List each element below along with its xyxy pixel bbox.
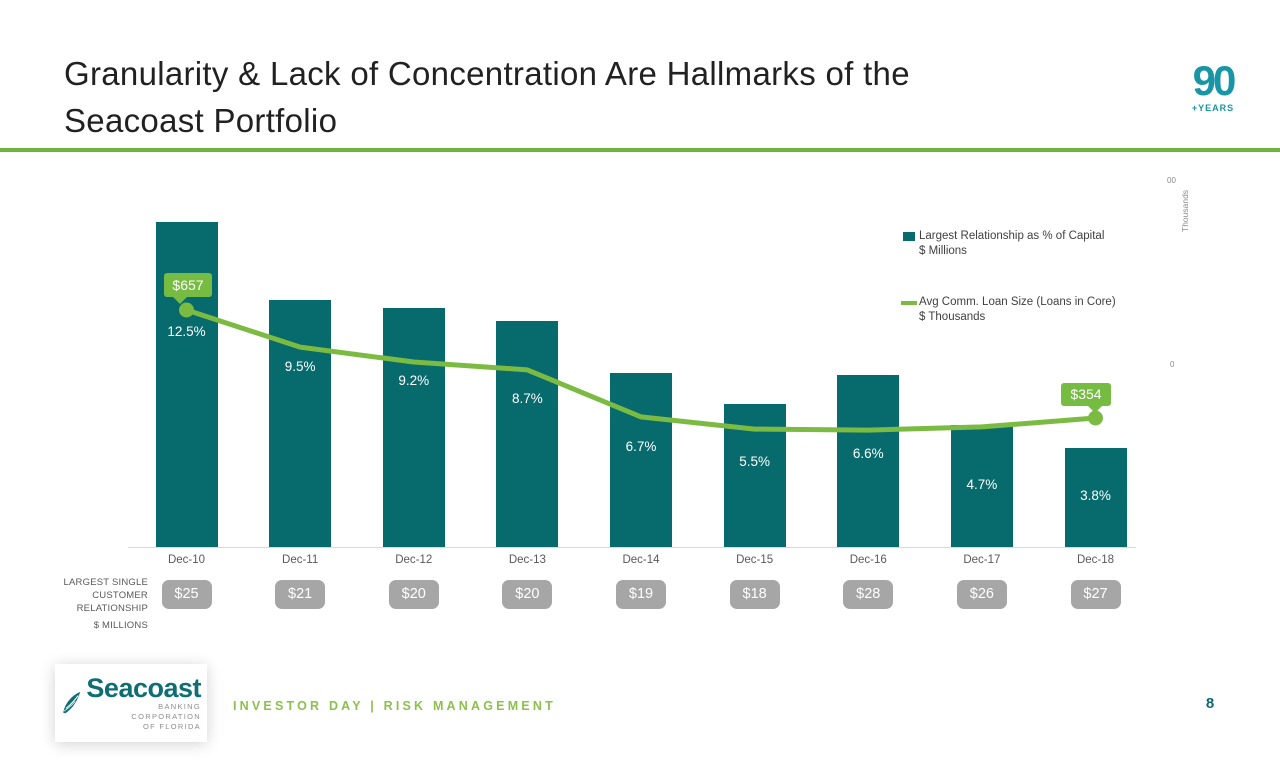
x-axis-label-dec-12: Dec-12 bbox=[395, 554, 433, 566]
annotation-row-label-line1: LARGEST SINGLE bbox=[63, 577, 148, 588]
page-number: 8 bbox=[1205, 695, 1215, 712]
bar-dec-11 bbox=[269, 300, 331, 547]
legend-bars-label: Largest Relationship as % of Capital bbox=[919, 230, 1105, 242]
secondary-axis-unit bbox=[1180, 180, 1194, 232]
customer-relationship-value-dec-17: $26 bbox=[957, 580, 1007, 609]
annotation-row-label-line2: CUSTOMER bbox=[92, 590, 148, 601]
callout-dec18-loan-size: $354 bbox=[1061, 383, 1111, 406]
customer-relationship-value-dec-14: $19 bbox=[616, 580, 666, 609]
bar-dec-13 bbox=[496, 321, 558, 547]
bar-value-label-dec-13: 8.7% bbox=[511, 390, 543, 406]
legend-line-label: Avg Comm. Loan Size (Loans in Core) bbox=[919, 296, 1116, 308]
x-axis-label-dec-11: Dec-11 bbox=[282, 554, 319, 566]
bar-value-label-dec-10: 12.5% bbox=[167, 324, 206, 339]
bar-value-label-dec-15: 5.5% bbox=[739, 454, 771, 469]
customer-relationship-value-dec-10: $25 bbox=[162, 580, 212, 609]
legend-line-sublabel: $ Thousands bbox=[919, 311, 986, 323]
chart-x-axis-baseline bbox=[128, 547, 1136, 548]
x-axis-label-dec-13: Dec-13 bbox=[508, 554, 546, 566]
customer-relationship-value-dec-12: $20 bbox=[389, 580, 439, 609]
annotation-row-unit: $ MILLIONS bbox=[93, 620, 148, 631]
bar-value-label-dec-17: 4.7% bbox=[966, 476, 998, 492]
customer-relationship-value-dec-13: $20 bbox=[502, 580, 552, 609]
bar-dec-12 bbox=[383, 308, 445, 547]
anniversary-90-years-logo bbox=[1183, 57, 1243, 113]
bar-value-label-dec-16: 6.6% bbox=[852, 446, 884, 462]
annotation-row-label-line3: RELATIONSHIP bbox=[76, 603, 148, 614]
customer-relationship-value-dec-16: $28 bbox=[843, 580, 893, 609]
secondary-axis-mid-tick: 0 bbox=[1170, 360, 1175, 369]
customer-relationship-value-dec-15: $18 bbox=[730, 580, 780, 609]
bar-dec-14 bbox=[610, 373, 672, 547]
x-axis-label-dec-10: Dec-10 bbox=[167, 554, 206, 566]
slide-title-line1: Granularity & Lack of Concentration Are Hallmarks of the bbox=[64, 55, 910, 92]
secondary-axis-top-tick: 00 bbox=[1167, 176, 1176, 185]
legend-bars-sublabel: $ Millions bbox=[919, 245, 967, 257]
legend-item-line bbox=[903, 295, 1116, 325]
bar-value-label-dec-14: 6.7% bbox=[625, 438, 657, 454]
title-divider-rule bbox=[0, 148, 1280, 152]
green-line-swatch-icon bbox=[901, 301, 917, 305]
slide-title bbox=[64, 50, 910, 144]
x-axis-label-dec-16: Dec-16 bbox=[849, 554, 887, 566]
x-axis-label-dec-15: Dec-15 bbox=[736, 554, 774, 566]
bar-value-label-dec-11: 9.5% bbox=[284, 359, 316, 374]
seacoast-wordmark: Seacoast bbox=[86, 673, 201, 703]
chart-legend bbox=[903, 229, 1116, 325]
bar-dec-15 bbox=[724, 404, 786, 547]
customer-relationship-value-dec-18: $27 bbox=[1071, 580, 1121, 609]
seacoast-logo bbox=[55, 664, 207, 742]
customer-relationship-value-dec-11: $21 bbox=[275, 580, 325, 609]
x-axis-label-dec-18: Dec-18 bbox=[1076, 554, 1115, 566]
seacoast-subline1: BANKING CORPORATION bbox=[131, 702, 201, 721]
legend-item-bars bbox=[903, 229, 1116, 259]
slide-title-line2: Seacoast Portfolio bbox=[64, 102, 338, 139]
sail-icon bbox=[61, 675, 82, 731]
annotation-row-label bbox=[58, 576, 148, 615]
x-axis-label-dec-14: Dec-14 bbox=[622, 554, 660, 566]
bar-value-label-dec-12: 9.2% bbox=[398, 372, 430, 388]
seacoast-wordmark-block bbox=[86, 674, 201, 732]
callout-dec10-loan-size: $657 bbox=[164, 273, 212, 297]
anniversary-caption: +YEARS bbox=[1191, 103, 1235, 113]
anniversary-number: 90 bbox=[1192, 57, 1234, 104]
seacoast-subline2: OF FLORIDA bbox=[142, 722, 201, 731]
bar-value-label-dec-18: 3.8% bbox=[1080, 488, 1111, 504]
x-axis-label-dec-17: Dec-17 bbox=[963, 554, 1001, 566]
footer-tagline: INVESTOR DAY | RISK MANAGEMENT bbox=[233, 699, 556, 713]
bar-dec-10 bbox=[156, 222, 218, 547]
teal-square-swatch-icon bbox=[903, 232, 915, 241]
secondary-axis-unit-text: Thousands bbox=[1180, 189, 1190, 232]
